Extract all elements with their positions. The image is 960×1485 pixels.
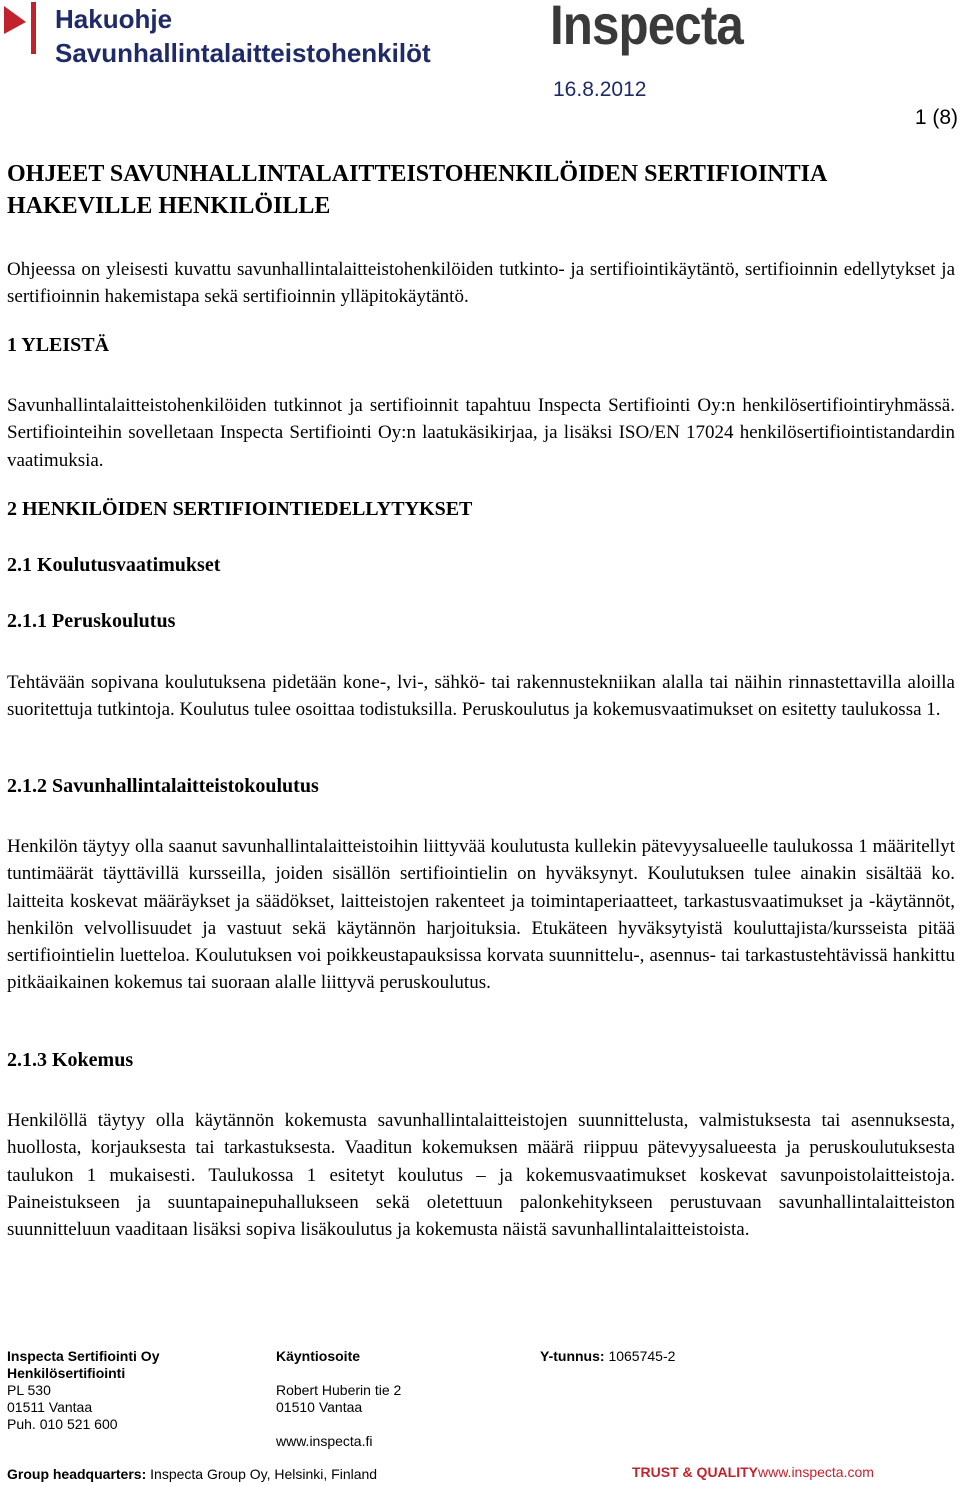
footer-postal: 01511 Vantaa — [7, 1399, 93, 1415]
footer-slogan: TRUST & QUALITY — [632, 1464, 758, 1480]
footer-website-link[interactable]: www.inspecta.fi — [276, 1433, 373, 1449]
footer-visit-street: Robert Huberin tie 2 — [276, 1382, 402, 1398]
inspecta-logo: Inspecta — [550, 0, 743, 56]
footer-ytunnus-value: 1065745-2 — [608, 1348, 676, 1364]
inspecta-flag-icon — [4, 2, 38, 54]
footer-hq-label: Group headquarters: — [7, 1466, 147, 1482]
footer-ytunnus — [540, 1348, 675, 1365]
section-2-1-1-heading: 2.1.1 Peruskoulutus — [7, 610, 176, 632]
footer-ytunnus-label: Y-tunnus: — [540, 1348, 605, 1364]
section-2-1-heading: 2.1 Koulutusvaatimukset — [7, 554, 221, 576]
footer-company-block — [7, 1348, 159, 1433]
section-2-1-2-heading: 2.1.2 Savunhallintalaitteistokoulutus — [7, 775, 319, 797]
footer-phone: Puh. 010 521 600 — [7, 1416, 118, 1432]
document-title — [55, 2, 431, 70]
section-2-1-3-heading: 2.1.3 Kokemus — [7, 1049, 134, 1071]
footer-po-box: PL 530 — [7, 1382, 51, 1398]
main-heading: OHJEET SAVUNHALLINTALAITTEISTOHENKILÖIDEN SERTIFIOINTIA HAKEVILLE HENKILÖILLE — [7, 161, 826, 219]
intro-paragraph: Ohjeessa on yleisesti kuvattu savunhallintalaitteistohenkilöiden tutkinto- ja sertifiointikäytäntö, sertifioinnin edellytykset ja sertifioinnin hakemistapa sekä sertifioinnin ylläpitokäytäntö. — [7, 259, 955, 308]
section-2-heading: 2 HENKILÖIDEN SERTIFIOINTIEDELLYTYKSET — [7, 498, 473, 520]
section-2-1-2-text: Henkilön täytyy olla saanut savunhallintalaitteistoihin liittyvää koulutusta kullekin pätevyysalueelle taulukossa 1 määritellyt tuntimäärät täyttävillä kursseilla, joiden sisällön sertifiointielin on hyväksynyt. Koulutuksen tulee ainakin sisältää ko. laitteita koskevat määräykset ja säädökset, laitteistojen rakenteet ja toimintaperiaatteet, tarkastusvaatimukset ja -käytännöt, henkilön velvollisuudet ja vastuut sekä käytännön harjoituksia. Etukäteen hyväksytyistä kouluttajista/kursseista pitää sertifiointielin luetteloa. Koulutuksen voi poikkeustapauksissa korvata suunnittelu-, asennus- tai tarkastustehtävissä hankittu pitkäaikainen kokemus tai suoraan alalle liittyvä peruskoulutus. — [7, 836, 955, 994]
footer-slogan-link[interactable]: www.inspecta.com — [758, 1464, 874, 1480]
document-date: 16.8.2012 — [553, 78, 647, 101]
footer-headquarters — [7, 1466, 377, 1483]
section-2-1-3-text: Henkilöllä täytyy olla käytännön kokemusta savunhallintalaitteistojen suunnittelusta, valmistuksesta tai asennuksesta, huollosta, korjauksesta tai tarkastuksesta. Vaaditun kokemuksen määrä riippuu pätevyysalueesta ja peruskoulutuksesta taulukon 1 mukaisesti. Taulukossa 1 esitetyt koulutus – ja kokemusvaatimukset koskevat savunpoistolaitteistoja. Paineistukseen ja suuntapainepuhallukseen sekä oletettuun palonkehitykseen perustuvaan savunhallintalaitteiston suunnitteluun vaaditaan lisäksi sopiva lisäkoulutus ja kokemusta näistä savunhallintalaitteistoista. — [7, 1110, 955, 1241]
footer-visit-label: Käyntiosoite — [276, 1348, 361, 1364]
footer-unit: Henkilösertifiointi — [7, 1365, 126, 1381]
document-title-line2: Savunhallintalaitteistohenkilöt — [55, 38, 431, 68]
section-2-1-1-text: Tehtävään sopivana koulutuksena pidetään kone-, lvi-, sähkö- tai rakennustekniikan alalla tai näihin rinnastettavilla aloilla suoritettuja tutkintoja. Koulutus tulee osoittaa todistuksilla. Peruskoulutus ja kokemusvaatimukset on esitetty taulukossa 1. — [7, 672, 955, 721]
document-title-line1: Hakuohje — [55, 4, 173, 34]
footer-visit-block — [276, 1348, 401, 1450]
footer-hq-value: Inspecta Group Oy, Helsinki, Finland — [150, 1466, 378, 1482]
section-1-text: Savunhallintalaitteistohenkilöiden tutkinnot ja sertifioinnit tapahtuu Inspecta Sertifiointi Oy:n henkilösertifiointiryhmässä. Sertifiointeihin sovelletaan Inspecta Sertifiointi Oy:n laatukäsikirjaa, ja lisäksi ISO/EN 17024 henkilösertifiointistandardin vaatimuksia. — [7, 395, 955, 471]
footer-company: Inspecta Sertifiointi Oy — [7, 1348, 160, 1364]
page-number: 1 (8) — [914, 106, 958, 129]
footer-visit-postal: 01510 Vantaa — [276, 1399, 363, 1415]
section-1-heading: 1 YLEISTÄ — [7, 334, 110, 356]
